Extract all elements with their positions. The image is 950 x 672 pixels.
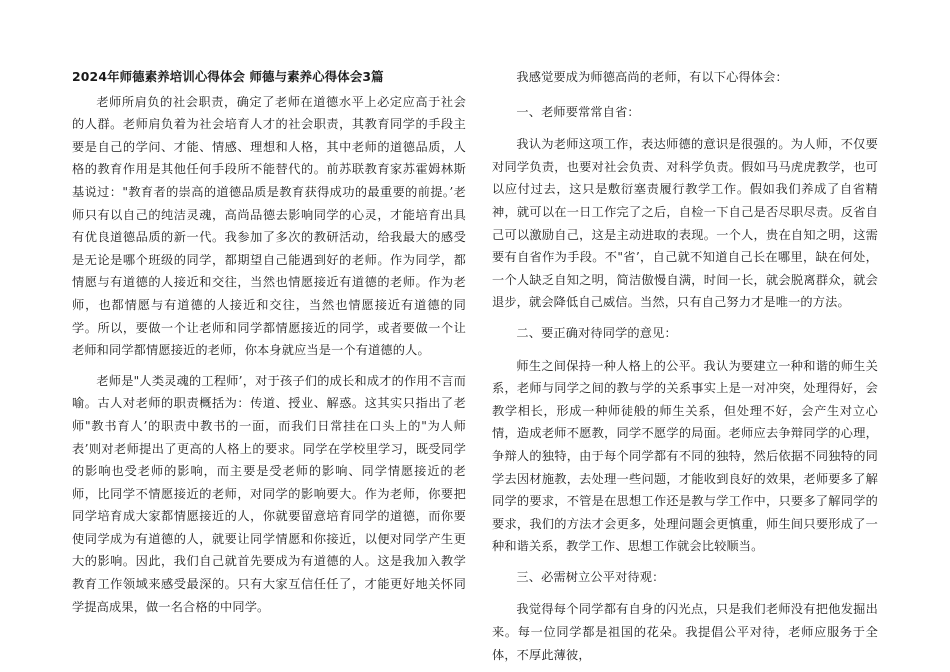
section-body-1: 我认为老师这项工作，表达师德的意识是很强的。为人师，不仅要对同学负责，也要对社会负责、对科学负责。假如马马虎虎教学，也可以应付过去，这只是敷衍塞责履行教学工作。假如我们养成了自省精神，就可以在一日工作完了之后，自检一下自己是否尽职尽责。反省自己可以激励自己，这是主动进取的表现。一个人，贵在自知之明，这需要有自省作为手段。不"省’，自己就不知道自己长在哪里，缺在何处，一个人缺乏自知之明，简洁傲慢自满，时间一长，就会脱离群众，就会退步，就会降低自己威信。当然，只有自己努力才是唯一的方法。 — [492, 137, 878, 310]
right-column — [492, 66, 878, 672]
section-body-3: 我觉得每个同学都有自身的闪光点，只是我们老师没有把他发掘出来。每一位同学都是祖国的花朵。我提倡公平对待，老师应服务于全体，不厚此薄彼， — [492, 602, 878, 662]
section-body-2: 师生之间保持一种人格上的公平。我认为要建立一种和谐的师生关系，老师与同学之间的教与学的关系事实上是一对冲突，处理得好，会教学相长，形成一种师徒般的师生关系，但处理不好，会产生对立心情，造成老师不愿教，同学不愿学的局面。老师应去争辩同学的心理，争辩人的独特，由于每个同学都有不同的独特，然后依据不同独特的同学去因材施教，去处理一些问题，才能收到良好的效果，老师要多了解同学的要求，不管是在思想工作还是教与学工作中，只要多了解同学的要求，我们的方法才会更多，处理问题会更慎重，师生间只要形成了一种和谐关系，教学工作、思想工作就会比较顺当。 — [492, 358, 878, 554]
section-heading-1: 一、老师要常常自省： — [516, 104, 640, 119]
left-column — [72, 66, 466, 626]
body-paragraph-2: 老师是"人类灵魂的工程师’，对于孩子们的成长和成才的作用不言而喻。古人对老师的职责概括为：传道、授业、解惑。这其实只指出了老师"教书育人’的职责中教书的一面，而我们日常挂在口头上的"为人师表’则对老师提出了更高的人格上的要求。同学在学校里学习，既受同学的影响也受老师的影响，而主要是受老师的影响、同学情愿接近的老师，比同学不情愿接近的老师，对同学的影响要大。作为老师，你要把同学培育成大家都情愿接近的人，你就要留意培育同学的道德，而你要使同学成为有道德的人，就要让同学情愿和你接近，以便对同学产生更大的影响。因此，我们自己就首先要成为有道德的人。这是我加入教学教育工作领域来感受最深的。只有大家互信任任了，才能更好地关怀同学提高成果，做一名合格的中同学。 — [72, 373, 466, 614]
section-heading-3: 三、必需树立公平对待观： — [516, 569, 665, 584]
body-paragraph-1: 老师所肩负的社会职责，确定了老师在道德水平上必定应高于社会的人群。老师肩负着为社会培育人才的社会职责，其教育同学的手段主要是自己的学问、才能、情感、理想和人格，其中老师的道德品质，人格的教育作用是其他任何手段所不能替代的。前苏联教育家苏霍姆林斯基说过："教育者的崇高的道德品质是教育获得成功的最重要的前提。’老师只有以自己的纯洁灵魂，高尚品德去影响同学的心灵，才能培育出具有优良道德品质的新一代。我参加了多次的教研活动，给我最大的感受是无论是哪个班级的同学，都期望自己能遇到好的老师。作为同学，都情愿与有道德的人接近和交往，当然也情愿接近有道德的老师。作为老师，也都情愿与有道德的人接近和交往，当然也情愿接近有道德的同学。所以，要做一个让老师和同学都情愿接近的同学，或者要做一个让老师和同学都情愿接近的老师，你本身就应当是一个有道德的人。 — [72, 94, 466, 358]
section-heading-2: 二、要正确对待同学的意见： — [516, 325, 677, 340]
document-title: 2024年师德素养培训心得体会 师德与素养心得体会3篇 — [72, 69, 384, 84]
intro-paragraph: 我感觉要成为师德高尚的老师，有以下心得体会： — [516, 70, 788, 84]
